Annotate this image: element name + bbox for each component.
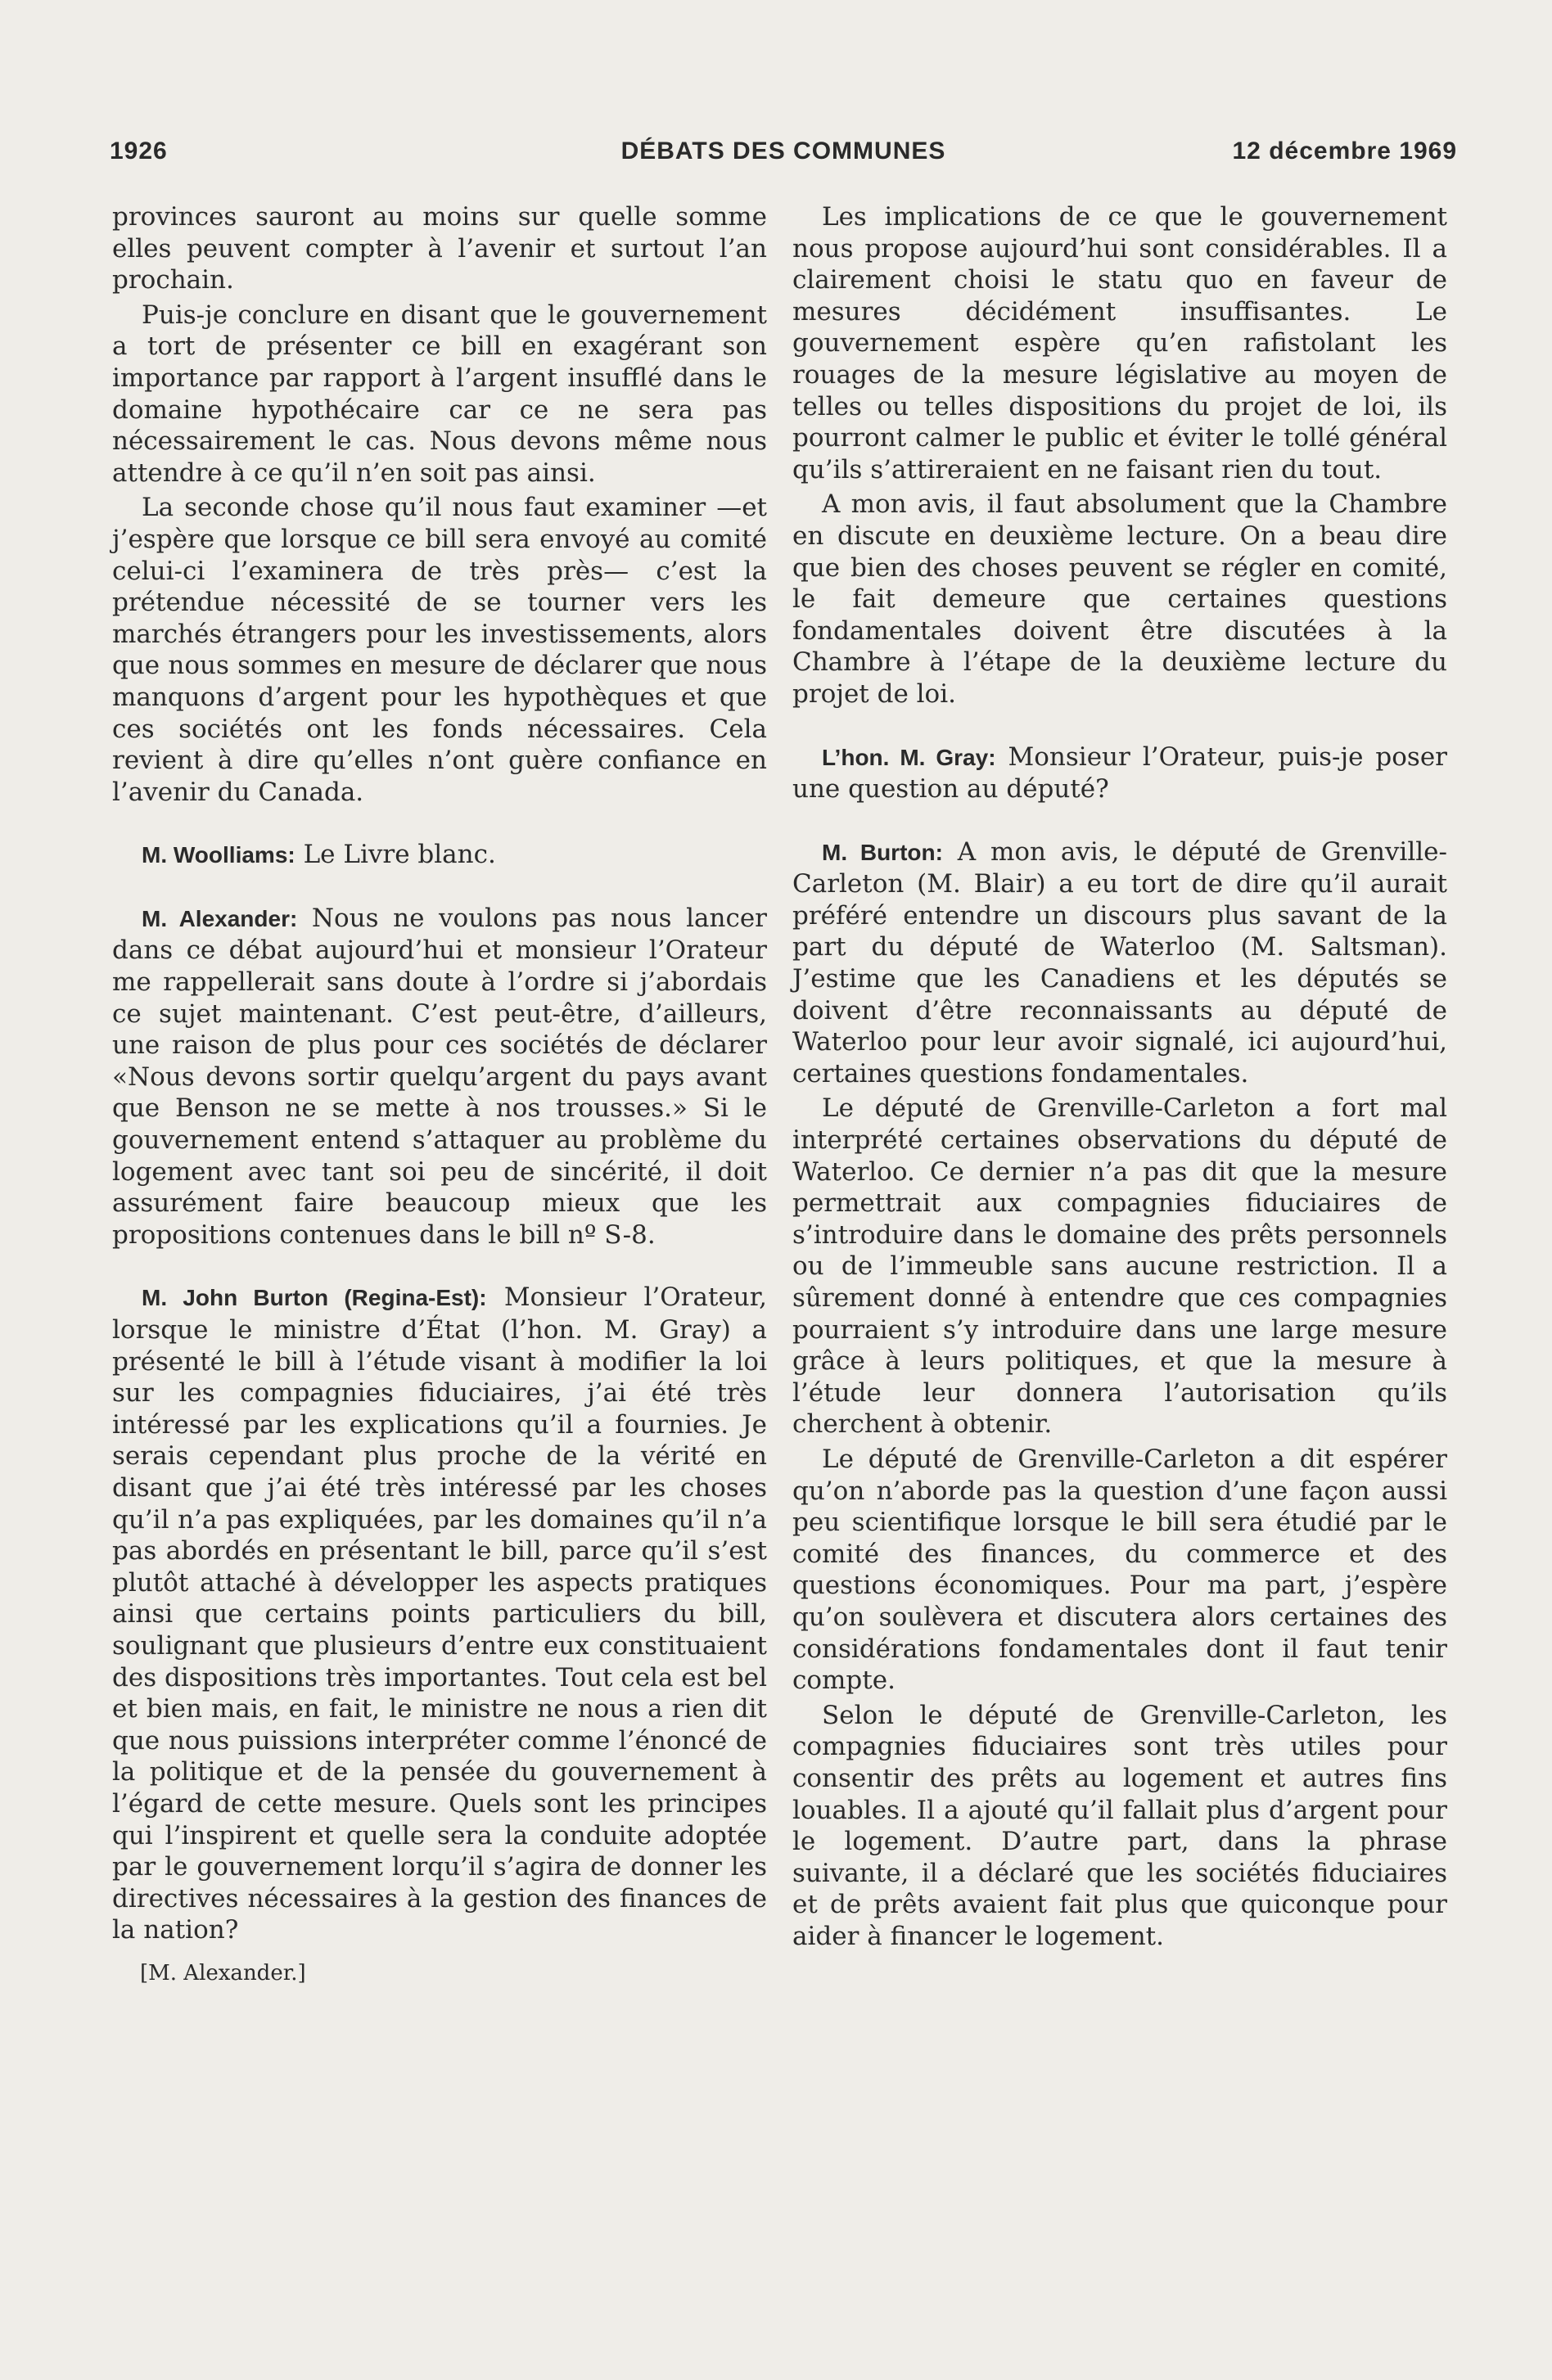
speaker-name: L’hon. M. Gray: bbox=[822, 744, 996, 770]
speech-alexander bbox=[112, 903, 767, 1251]
speech-burton bbox=[112, 1282, 767, 1945]
page-number: 1926 bbox=[110, 137, 168, 165]
speech-text: Le Livre blanc. bbox=[303, 840, 496, 870]
journal-title: DÉBATS DES COMMUNES bbox=[620, 137, 946, 165]
paragraph: Puis-je conclure en disant que le gouvernement a tort de présenter ce bill en exagérant son importance par rapport à l’argent insufflé dans le domaine hypothécaire car ce ne sera pas nécessairement le cas. Nous devons même nous attendre à ce qu’il n’en soit pas ainsi. bbox=[112, 300, 767, 488]
speech-burton bbox=[792, 836, 1447, 1090]
page-header bbox=[110, 137, 1457, 170]
paragraph: provinces sauront au moins sur quelle somme elles peuvent compter à l’avenir et surtout l’an prochain. bbox=[112, 202, 767, 295]
speaker-name: M. Woolliams: bbox=[142, 842, 296, 868]
speech-text: Nous ne voulons pas nous lancer dans ce débat aujourd’hui et monsieur l’Orateur me rappellerait sans doute à l’ordre si j’abordais ce sujet maintenant. C’est peut-être, d’ailleurs, une raison de plus pour ces sociétés de déclarer «Nous devons sortir quelqu’argent du pays avant que Benson ne se mette à nos trousses.» Si le gouvernement entend s’attaquer au problème du logement avec tant soi peu de sincérité, il doit assurément faire beaucoup mieux que les propositions contenues dans le bill nº S-8. bbox=[112, 903, 768, 1250]
speaker-name: M. Alexander: bbox=[142, 905, 298, 931]
speech-text: Monsieur l’Orateur, puis-je poser une question au député? bbox=[792, 741, 1447, 805]
speech-gray bbox=[792, 741, 1447, 805]
paragraph: Le député de Grenville-Carleton a fort mal interprété certaines observations du député de Waterloo. Ce dernier n’a pas dit que la mesure permettrait aux compagnies fiduciaires de s’introduire dans le domaine des prêts personnels ou de l’immeuble sans aucune restriction. Il a sûrement donné à entendre que ces compagnies pourraient s’y introduire dans une large mesure grâce à leurs politiques, et que la mesure à l’étude leur donnera l’autorisation qu’ils cherchent à obtenir. bbox=[792, 1093, 1447, 1440]
paragraph: La seconde chose qu’il nous faut examiner —et j’espère que lorsque ce bill sera envoyé au comité celui-ci l’examinera de très près— c’est la prétendue nécessité de se tourner vers les marchés étrangers pour les investissements, alors que nous sommes en mesure de déclarer que nous manquons d’argent pour les hypothèques et que ces sociétés ont les fonds nécessaires. Cela revient à dire qu’elles n’ont guère confiance en l’avenir du Canada. bbox=[112, 493, 767, 807]
speaker-name: M. John Burton (Regina-Est): bbox=[142, 1285, 487, 1311]
speech-text: Monsieur l’Orateur, lorsque le ministre d’État (l’hon. M. Gray) a présenté le bill à l’étude visant à modifier la loi sur les compagnies fiduciaires, j’ai été très intéressé par les explications qu’il a fournies. Je serais cependant plus proche de la vérité en disant que j’ai été très intéressé par les choses qu’il n’a pas expliquées, par les domaines qu’il n’a pas abordés en présentant le bill, parce qu’il s’est plutôt attaché à développer les aspects pratiques ainsi que certains points particuliers du bill, soulignant que plusieurs d’entre eux constituaient des dispositions très importantes. Tout cela est bel et bien mais, en fait, le ministre ne nous a rien dit que nous puissions interpréter comme l’énoncé de la politique et de la pensée du gouvernement à l’égard de cette mesure. Quels sont les principes qui l’inspirent et quelle sera la conduite adoptée par le gouvernement lorqu’il s’agira de donner les directives nécessaires à la gestion des finances de la nation? bbox=[112, 1282, 768, 1945]
speaker-name: M. Burton: bbox=[822, 839, 943, 865]
right-column bbox=[792, 201, 1447, 1952]
paragraph: Les implications de ce que le gouvernement nous propose aujourd’hui sont considérables. Il a clairement choisi le statu quo en faveur de mesures décidément insuffisantes. Le gouvernement espère qu’en rafistolant les rouages de la mesure législative au moyen de telles ou telles dispositions du projet de loi, ils pourront calmer le public et éviter le tollé général qu’ils s’attireraient en ne faisant rien du tout. bbox=[792, 202, 1447, 485]
paragraph: Selon le député de Grenville-Carleton, les compagnies fiduciaires sont très utiles pour consentir des prêts au logement et autres fins louables. Il a ajouté qu’il fallait plus d’argent pour le logement. D’autre part, dans la phrase suivante, il a déclaré que les sociétés fiduciaires et de prêts avaient fait plus que quiconque pour aider à financer le logement. bbox=[792, 1700, 1447, 1951]
speech-woolliams bbox=[112, 839, 767, 872]
page-date: 12 décembre 1969 bbox=[1232, 137, 1457, 165]
paragraph: A mon avis, il faut absolument que la Chambre en discute en deuxième lecture. On a beau dire que bien des choses peuvent se régler en comité, le fait demeure que certaines questions fondamentales doivent être discutées à la Chambre à l’étape de la deuxième lecture du projet de loi. bbox=[792, 489, 1447, 709]
left-column bbox=[112, 201, 767, 1989]
speaker-attribution: [M. Alexander.] bbox=[140, 1960, 306, 1986]
speech-text: A mon avis, le député de Grenville-Carleton (M. Blair) a eu tort de dire qu’il aurait préféré entendre un discours plus savant de la part du député de Waterloo (M. Saltsman). J’estime que les Canadiens et les députés se doivent d’être reconnaissants au député de Waterloo pour leur avoir signalé, ici aujourd’hui, certaines questions fondamentales. bbox=[792, 836, 1447, 1089]
paragraph: Le député de Grenville-Carleton a dit espérer qu’on n’aborde pas la question d’une façon aussi peu scientifique lorsque le bill sera étudié par le comité des finances, du commerce et des questions économiques. Pour ma part, j’espère qu’on soulèvera et discutera alors certaines des considérations fondamentales dont il faut tenir compte. bbox=[792, 1444, 1447, 1696]
